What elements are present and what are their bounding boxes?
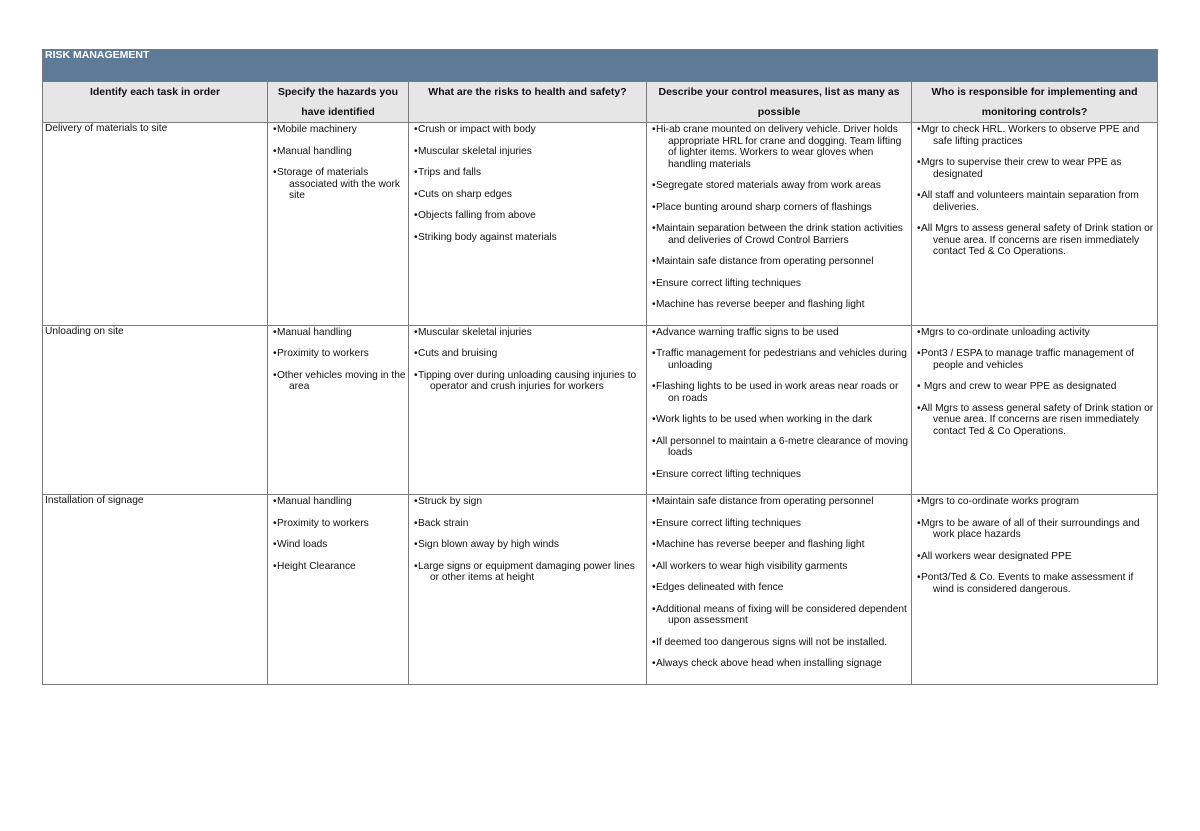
list-item-text: Work lights to be used when working in the dark — [656, 414, 873, 425]
list-item — [411, 124, 644, 136]
list-item — [649, 414, 909, 426]
list-item — [270, 518, 406, 530]
list-item-text: Objects falling from above — [418, 210, 536, 221]
list-item — [914, 348, 1155, 371]
list-item-text: Traffic management for pedestrians and vehicles during unloading — [656, 348, 907, 371]
list-item-text: Ensure correct lifting techniques — [656, 277, 801, 289]
header-row — [43, 82, 1158, 123]
task-cell: Installation of signage — [43, 495, 268, 685]
list-item — [411, 496, 644, 508]
list-item-text: Other vehicles moving in the area — [277, 369, 406, 392]
list-item — [270, 370, 406, 393]
responsible-cell — [912, 123, 1158, 326]
list-item — [411, 561, 644, 584]
risks-cell — [409, 123, 647, 326]
list-item — [914, 327, 1155, 339]
controls-list — [649, 495, 909, 684]
list-item-text: Mgrs to co-ordinate unloading activity — [921, 326, 1090, 338]
risks-list — [411, 495, 644, 598]
list-item — [914, 572, 1155, 595]
responsible-cell — [912, 325, 1158, 495]
list-item — [649, 604, 909, 627]
list-item — [649, 202, 909, 214]
list-item — [270, 561, 406, 573]
list-item-text: Cuts and bruising — [418, 348, 498, 359]
section-title: RISK MANAGEMENT — [43, 50, 1158, 82]
list-item-text: Mgrs to supervise their crew to wear PPE as designated — [921, 157, 1122, 180]
list-item — [914, 496, 1155, 508]
controls-cell — [647, 495, 912, 685]
list-item — [411, 210, 644, 222]
list-item-text: Always check above head when installing signage — [656, 658, 882, 669]
list-item-text: Storage of materials associated with the work site — [277, 167, 400, 201]
list-item — [411, 189, 644, 201]
list-item-text: Ensure correct lifting techniques — [656, 517, 801, 529]
list-item-text: Muscular skeletal injuries — [418, 326, 532, 338]
list-item-text: Cuts on sharp edges — [418, 188, 513, 200]
list-item — [914, 157, 1155, 180]
list-item-text: Mgrs and crew to wear PPE as designated — [921, 381, 1117, 392]
list-item-text: Mgrs to co-ordinate works program — [921, 496, 1079, 507]
list-item-text: Place bunting around sharp corners of flashings — [656, 201, 872, 213]
list-item-text: Proximity to workers — [277, 517, 369, 529]
list-item-text: Maintain safe distance from operating personnel — [656, 496, 874, 507]
list-item — [914, 124, 1155, 147]
list-item — [270, 146, 406, 158]
hazards-cell — [268, 123, 409, 326]
list-item-text: Maintain separation between the drink station activities and deliveries of Crowd Control Barriers — [656, 223, 903, 246]
list-item-text: Mgrs to be aware of all of their surroundings and work place hazards — [921, 517, 1140, 540]
table-body — [43, 123, 1158, 685]
list-item-text: All staff and volunteers maintain separation from deliveries. — [921, 190, 1139, 213]
list-item — [411, 167, 644, 179]
list-item-text: Additional means of fixing will be considered dependent upon assessment — [656, 603, 907, 626]
hazards-cell — [268, 325, 409, 495]
list-item — [649, 299, 909, 311]
task-cell: Delivery of materials to site — [43, 123, 268, 326]
list-item-text: Sign blown away by high winds — [418, 539, 560, 550]
table-row — [43, 495, 1158, 685]
list-item-text: Manual handling — [277, 145, 352, 157]
list-item-text: Manual handling — [277, 496, 352, 507]
list-item-text: Mgr to check HRL. Workers to observe PPE and safe lifting practices — [921, 124, 1140, 147]
header-task: Identify each task in order — [43, 82, 268, 123]
section-banner — [43, 50, 1158, 82]
list-item-text: Back strain — [418, 517, 469, 529]
list-item — [649, 496, 909, 508]
list-item — [411, 232, 644, 244]
list-item — [914, 551, 1155, 563]
list-item-text: Ensure correct lifting techniques — [656, 468, 801, 480]
list-item — [649, 180, 909, 192]
risks-cell — [409, 325, 647, 495]
header-risks: What are the risks to health and safety? — [409, 82, 647, 123]
list-item-text: Edges delineated with fence — [656, 582, 784, 593]
responsible-list — [914, 326, 1155, 452]
list-item-text: Flashing lights to be used in work areas near roads or on roads — [656, 381, 899, 404]
list-item-text: Advance warning traffic signs to be used — [656, 326, 839, 338]
list-item-text: Wind loads — [277, 539, 328, 550]
list-item — [649, 348, 909, 371]
list-item — [270, 348, 406, 360]
list-item — [649, 582, 909, 594]
list-item-text: Manual handling — [277, 326, 352, 338]
responsible-cell — [912, 495, 1158, 685]
list-item — [649, 658, 909, 670]
risks-list — [411, 326, 644, 407]
list-item — [411, 348, 644, 360]
list-item — [914, 223, 1155, 258]
list-item — [270, 167, 406, 202]
list-item — [914, 403, 1155, 438]
responsible-list — [914, 495, 1155, 609]
list-item — [270, 124, 406, 136]
risks-cell — [409, 495, 647, 685]
hazards-list — [270, 495, 406, 586]
list-item — [270, 496, 406, 508]
list-item-text: All personnel to maintain a 6-metre clearance of moving loads — [656, 435, 908, 458]
hazards-list — [270, 326, 406, 407]
list-item-text: Machine has reverse beeper and flashing light — [656, 299, 865, 310]
list-item-text: Muscular skeletal injuries — [418, 145, 532, 157]
list-item-text: If deemed too dangerous signs will not be installed. — [656, 636, 888, 648]
list-item-text: All workers to wear high visibility garments — [656, 560, 848, 572]
list-item — [649, 381, 909, 404]
list-item-text: Striking body against materials — [418, 231, 557, 243]
list-item-text: Hi-ab crane mounted on delivery vehicle. Driver holds appropriate HRL for crane and dogging. Team lifting of lighter items. Workers to wear gloves when handling materials — [656, 124, 902, 170]
list-item-text: Maintain safe distance from operating personnel — [656, 256, 874, 267]
list-item-text: Trips and falls — [418, 167, 482, 178]
responsible-list — [914, 123, 1155, 272]
list-item-text: Proximity to workers — [277, 348, 369, 359]
list-item-text: All Mgrs to assess general safety of Drink station or venue area. If concerns are risen immediately contact Ted & Co Operations. — [921, 402, 1154, 437]
controls-cell — [647, 123, 912, 326]
list-item — [649, 436, 909, 459]
list-item — [649, 518, 909, 530]
list-item — [914, 518, 1155, 541]
list-item — [649, 256, 909, 268]
list-item-text: Pont3 / ESPA to manage traffic management of people and vehicles — [921, 348, 1135, 371]
list-item — [649, 223, 909, 246]
list-item — [411, 327, 644, 339]
list-item-text: Machine has reverse beeper and flashing light — [656, 539, 865, 550]
list-item — [270, 539, 406, 551]
header-controls: Describe your control measures, list as many as possible — [647, 82, 912, 123]
list-item-text: Pont3/Ted & Co. Events to make assessment if wind is considered dangerous. — [921, 572, 1134, 595]
header-responsible: Who is responsible for implementing and monitoring controls? — [912, 82, 1158, 123]
list-item-text: All workers wear designated PPE — [921, 550, 1072, 562]
list-item — [411, 146, 644, 158]
list-item — [649, 327, 909, 339]
list-item — [914, 190, 1155, 213]
list-item — [411, 518, 644, 530]
header-hazards: Specify the hazards you have identified — [268, 82, 409, 123]
list-item — [411, 370, 644, 393]
list-item-text: Height Clearance — [277, 560, 356, 572]
list-item — [649, 637, 909, 649]
list-item-text: Large signs or equipment damaging power lines or other items at height — [418, 560, 635, 583]
list-item-text: Crush or impact with body — [418, 124, 536, 135]
list-item-text: Segregate stored materials away from work areas — [656, 180, 881, 191]
risk-table — [42, 49, 1158, 685]
list-item — [270, 327, 406, 339]
list-item-text: Tipping over during unloading causing injuries to operator and crush injuries for workers — [418, 369, 637, 392]
table-row — [43, 123, 1158, 326]
table-row — [43, 325, 1158, 495]
list-item — [649, 278, 909, 290]
risk-management-sheet — [42, 49, 1157, 685]
list-item — [649, 469, 909, 481]
list-item-text: Mobile machinery — [277, 124, 357, 135]
hazards-cell — [268, 495, 409, 685]
controls-list — [649, 123, 909, 325]
list-item — [649, 561, 909, 573]
risks-list — [411, 123, 644, 257]
list-item — [411, 539, 644, 551]
controls-list — [649, 326, 909, 495]
controls-cell — [647, 325, 912, 495]
list-item — [649, 124, 909, 170]
list-item-text: All Mgrs to assess general safety of Drink station or venue area. If concerns are risen immediately contact Ted & Co Operations. — [921, 223, 1154, 257]
hazards-list — [270, 123, 406, 216]
list-item-text: Struck by sign — [418, 496, 482, 507]
list-item — [649, 539, 909, 551]
list-item — [914, 381, 1155, 393]
task-cell: Unloading on site — [43, 325, 268, 495]
